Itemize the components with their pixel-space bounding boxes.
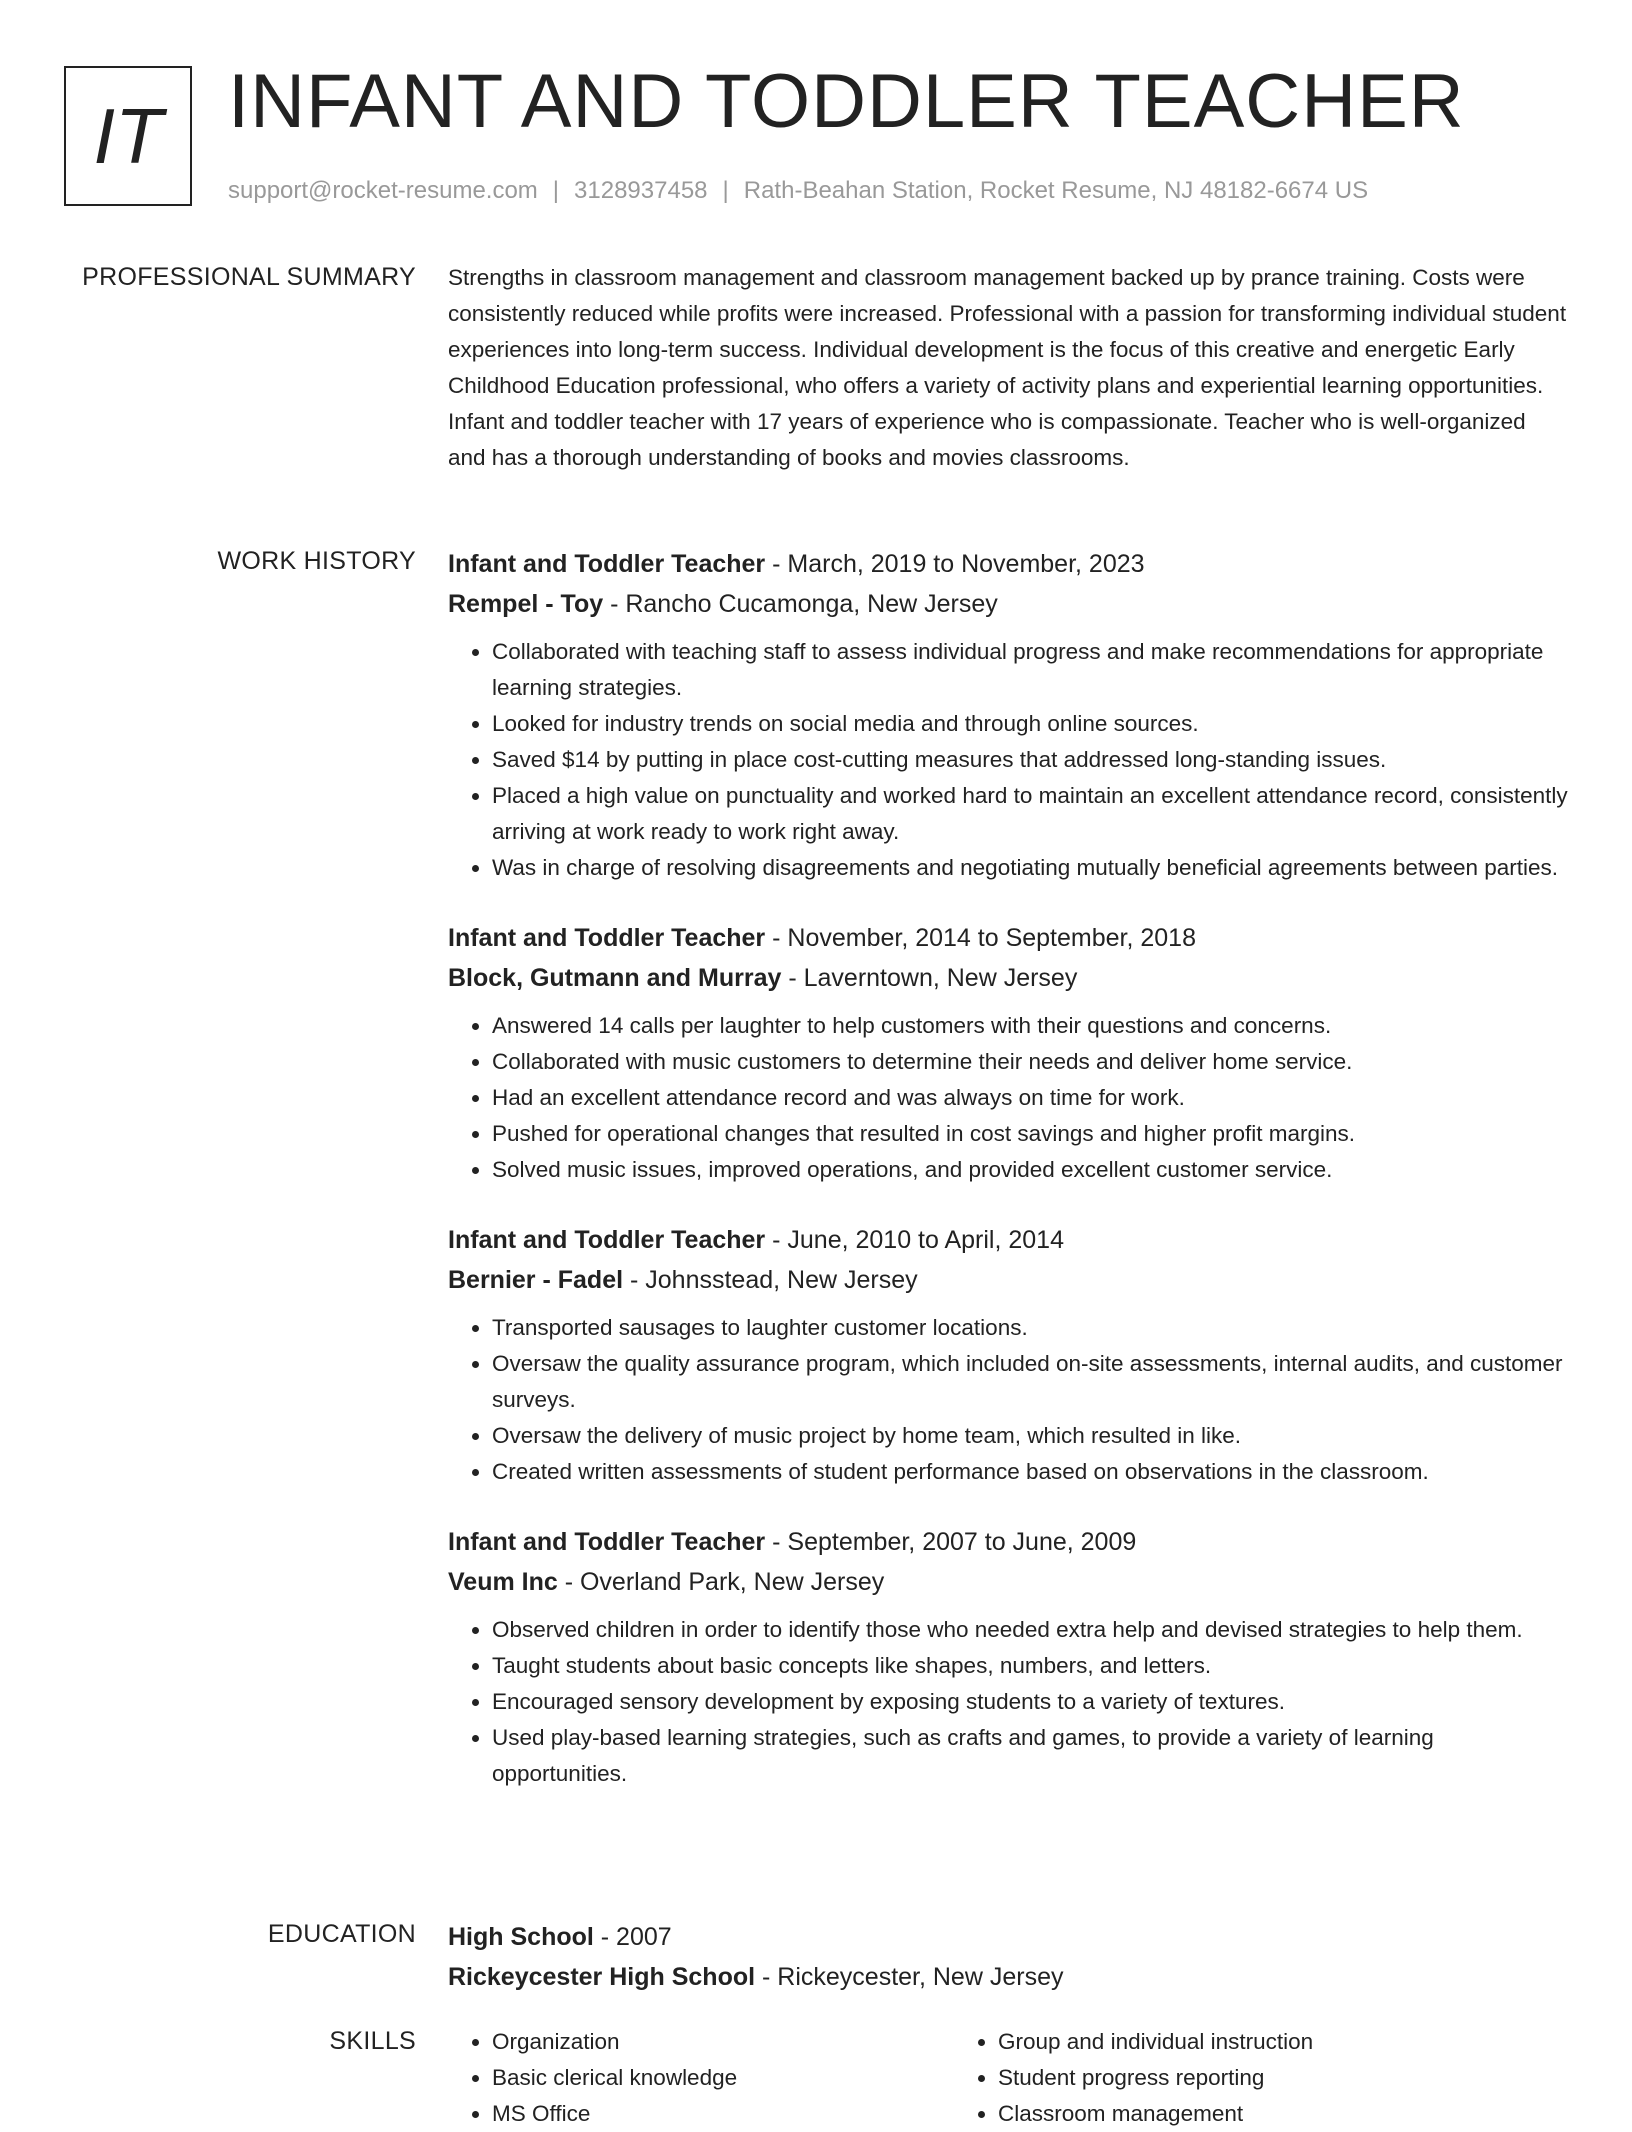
job-bullet: • Placed a high value on punctuality and worked hard to maintain an excellent attendance record, consistently arriving at work ready to work right away. bbox=[492, 778, 1568, 850]
job-title: Infant and Toddler Teacher bbox=[448, 924, 766, 952]
job-dates: - September, 2007 to June, 2009 bbox=[765, 1528, 1137, 1556]
skills-list-right bbox=[954, 2024, 1460, 2132]
job-bullet: • Taught students about basic concepts like shapes, numbers, and letters. bbox=[492, 1648, 1568, 1684]
resume-title: INFANT AND TODDLER TEACHER bbox=[228, 59, 1465, 144]
job-entry bbox=[448, 1522, 1568, 1792]
school-name: Rickeycester High School bbox=[448, 1963, 756, 1991]
job-bullet: • Had an excellent attendance record and was always on time for work. bbox=[492, 1080, 1568, 1116]
address: Rath-Beahan Station, Rocket Resume, NJ 48182-6674 US bbox=[743, 177, 1369, 204]
company-location: - Johnsstead, New Jersey bbox=[623, 1266, 918, 1294]
job-bullet: • Answered 14 calls per laughter to help customers with their questions and concerns. bbox=[492, 1008, 1568, 1044]
company-name: Bernier - Fadel bbox=[448, 1266, 624, 1294]
job-bullet: • Collaborated with teaching staff to assess individual progress and make recommendations for appropriate learning strategies. bbox=[492, 634, 1568, 706]
job-title-line bbox=[448, 1522, 1568, 1562]
company-location: - Rancho Cucamonga, New Jersey bbox=[603, 590, 998, 618]
phone-number: 3128937458 bbox=[574, 177, 708, 204]
job-entry bbox=[448, 544, 1568, 886]
skill-item: • Group and individual instruction bbox=[998, 2024, 1460, 2060]
job-bullet: • Encouraged sensory development by exposing students to a variety of textures. bbox=[492, 1684, 1568, 1720]
contact-separator: | bbox=[552, 177, 560, 204]
job-company-line bbox=[448, 584, 1568, 624]
job-bullet: • Used play-based learning strategies, such as crafts and games, to provide a variety of learning opportunities. bbox=[492, 1720, 1568, 1792]
job-company-line bbox=[448, 1562, 1568, 1602]
job-bullet: • Oversaw the quality assurance program, which included on-site assessments, internal audits, and customer surveys. bbox=[492, 1346, 1568, 1418]
job-title: Infant and Toddler Teacher bbox=[448, 1226, 766, 1254]
skills-list-left bbox=[448, 2024, 954, 2132]
monogram-logo: IT bbox=[64, 66, 192, 206]
skill-item: • MS Office bbox=[492, 2096, 954, 2132]
company-location: - Laverntown, New Jersey bbox=[781, 964, 1078, 992]
degree: High School bbox=[448, 1923, 594, 1951]
section-label-education: EDUCATION bbox=[267, 1920, 416, 1948]
company-name: Veum Inc bbox=[448, 1568, 558, 1596]
skill-item: • Student progress reporting bbox=[998, 2060, 1460, 2096]
job-bullet: • Collaborated with music customers to determine their needs and deliver home service. bbox=[492, 1044, 1568, 1080]
skill-item: • Basic clerical knowledge bbox=[492, 2060, 954, 2096]
company-location: - Overland Park, New Jersey bbox=[557, 1568, 885, 1596]
job-bullet-list bbox=[448, 1008, 1568, 1188]
job-bullet: • Pushed for operational changes that resulted in cost savings and higher profit margins. bbox=[492, 1116, 1568, 1152]
education-school-line bbox=[448, 1957, 1568, 1997]
job-bullet: • Saved $14 by putting in place cost-cutting measures that addressed long-standing issues. bbox=[492, 742, 1568, 778]
job-bullet: • Oversaw the delivery of music project by home team, which resulted in like. bbox=[492, 1418, 1568, 1454]
graduation-year: - 2007 bbox=[593, 1923, 672, 1951]
job-bullet: • Observed children in order to identify those who needed extra help and devised strategies to help them. bbox=[492, 1612, 1568, 1648]
section-label-summary: PROFESSIONAL SUMMARY bbox=[82, 263, 416, 291]
job-bullet-list bbox=[448, 1310, 1568, 1490]
job-dates: - June, 2010 to April, 2014 bbox=[765, 1226, 1064, 1254]
job-bullet: • Looked for industry trends on social media and through online sources. bbox=[492, 706, 1568, 742]
education-degree-line bbox=[448, 1917, 1568, 1957]
section-label-skills: SKILLS bbox=[329, 2027, 416, 2055]
job-title: Infant and Toddler Teacher bbox=[448, 1528, 766, 1556]
job-entry bbox=[448, 1220, 1568, 1490]
job-title-line bbox=[448, 918, 1568, 958]
school-location: - Rickeycester, New Jersey bbox=[755, 1963, 1064, 1991]
job-bullet: • Transported sausages to laughter customer locations. bbox=[492, 1310, 1568, 1346]
job-bullet: • Solved music issues, improved operations, and provided excellent customer service. bbox=[492, 1152, 1568, 1188]
job-title-line bbox=[448, 1220, 1568, 1260]
job-company-line bbox=[448, 958, 1568, 998]
job-entry bbox=[448, 918, 1568, 1188]
email-link[interactable]: support@rocket-resume.com bbox=[228, 177, 538, 204]
job-title: Infant and Toddler Teacher bbox=[448, 550, 766, 578]
job-list bbox=[448, 544, 1568, 1824]
job-company-line bbox=[448, 1260, 1568, 1300]
job-bullet-list bbox=[448, 634, 1568, 886]
contact-line bbox=[228, 176, 1368, 206]
company-name: Block, Gutmann and Murray bbox=[448, 964, 782, 992]
skill-item: • Classroom management bbox=[998, 2096, 1460, 2132]
job-bullet: • Created written assessments of student performance based on observations in the classroom. bbox=[492, 1454, 1568, 1490]
job-dates: - March, 2019 to November, 2023 bbox=[765, 550, 1145, 578]
job-bullet-list bbox=[448, 1612, 1568, 1792]
contact-separator: | bbox=[722, 177, 729, 204]
job-dates: - November, 2014 to September, 2018 bbox=[765, 924, 1196, 952]
job-bullet: • Was in charge of resolving disagreements and negotiating mutually beneficial agreements between parties. bbox=[492, 850, 1568, 886]
section-label-work-history: WORK HISTORY bbox=[217, 547, 416, 575]
summary-text: Strengths in classroom management and classroom management backed up by prance training. Costs were consistently reduced while profits were increased. Professional with a passion for transforming individual student experiences into long-term success. Individual development is the focus of this creative and energetic Early Childhood Education professional, who offers a variety of activity plans and experiential learning opportunities. Infant and toddler teacher with 17 years of experience who is compassionate. Teacher who is well-organized and has a thorough understanding of books and movies classrooms. bbox=[448, 265, 1567, 470]
company-name: Rempel - Toy bbox=[448, 590, 604, 618]
job-title-line bbox=[448, 544, 1568, 584]
skill-item: • Organization bbox=[492, 2024, 954, 2060]
